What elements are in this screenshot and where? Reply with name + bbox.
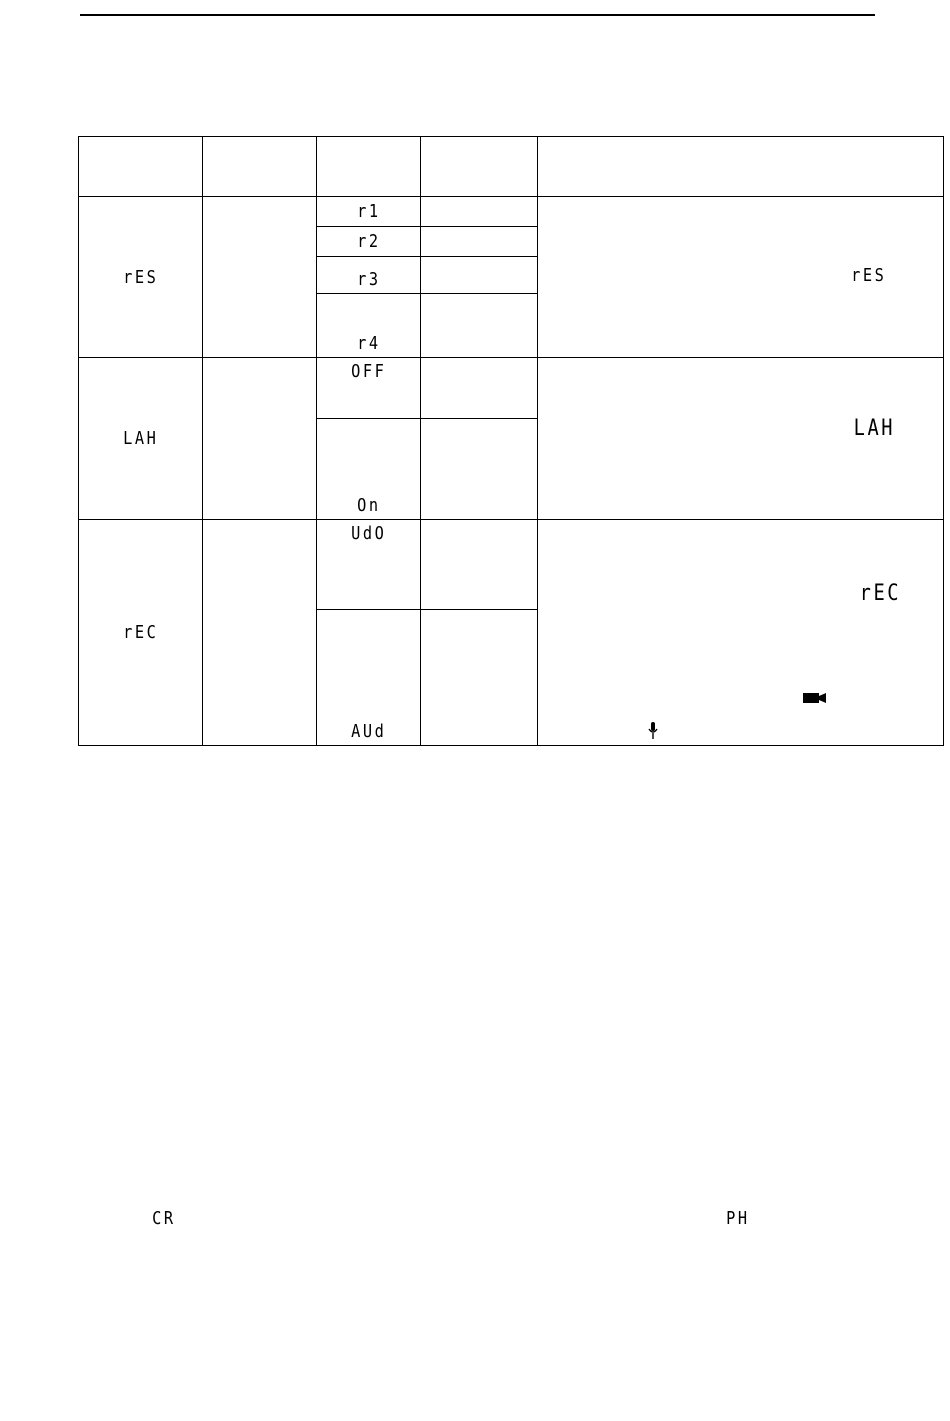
bottom-left-lcd: CR — [152, 1208, 176, 1229]
option-desc-cell — [421, 294, 538, 358]
option-value: UdO — [350, 523, 387, 544]
setting-code-cell — [79, 520, 203, 746]
option-cell — [317, 227, 421, 257]
description-lcd: rEC — [859, 581, 902, 606]
video-camera-icon — [803, 692, 827, 704]
option-cell — [317, 610, 421, 746]
option-value: On — [356, 495, 381, 516]
option-desc-cell — [421, 227, 538, 257]
table-header-row — [79, 137, 944, 197]
header-cell-5 — [538, 137, 944, 197]
option-cell — [317, 520, 421, 610]
option-cell — [317, 358, 421, 419]
description-lcd: rES — [851, 265, 887, 286]
option-cell — [317, 197, 421, 227]
setting-code: rES — [122, 266, 159, 288]
setting-code-cell — [79, 358, 203, 520]
option-cell — [317, 257, 421, 294]
bottom-right-lcd: PH — [726, 1208, 750, 1229]
option-value: AUd — [350, 721, 387, 742]
setting-code: LAH — [122, 428, 159, 449]
description-cell — [538, 197, 944, 358]
blank-cell — [203, 520, 317, 746]
setting-code: rEC — [122, 622, 159, 643]
option-desc-cell — [421, 520, 538, 610]
setting-code-cell — [79, 197, 203, 358]
option-value: r2 — [356, 231, 381, 252]
table-row — [79, 358, 944, 419]
option-desc-cell — [421, 610, 538, 746]
header-rule — [80, 14, 875, 16]
option-value: r4 — [356, 333, 381, 354]
option-desc-cell — [421, 197, 538, 227]
microphone-icon — [648, 722, 658, 740]
option-value: r3 — [356, 269, 381, 290]
option-desc-cell — [421, 419, 538, 520]
description-cell — [538, 520, 944, 746]
option-desc-cell — [421, 358, 538, 419]
header-cell-4 — [421, 137, 538, 197]
description-cell — [538, 358, 944, 520]
blank-cell — [203, 358, 317, 520]
option-value: OFF — [350, 361, 387, 382]
table-row — [79, 520, 944, 610]
settings-table — [78, 136, 944, 746]
blank-cell — [203, 197, 317, 358]
option-value: r1 — [356, 201, 381, 222]
header-cell-3 — [317, 137, 421, 197]
option-cell — [317, 294, 421, 358]
option-cell — [317, 419, 421, 520]
description-lcd: LAH — [853, 416, 896, 441]
option-desc-cell — [421, 257, 538, 294]
table-row — [79, 197, 944, 227]
header-cell-2 — [203, 137, 317, 197]
header-cell-1 — [79, 137, 203, 197]
